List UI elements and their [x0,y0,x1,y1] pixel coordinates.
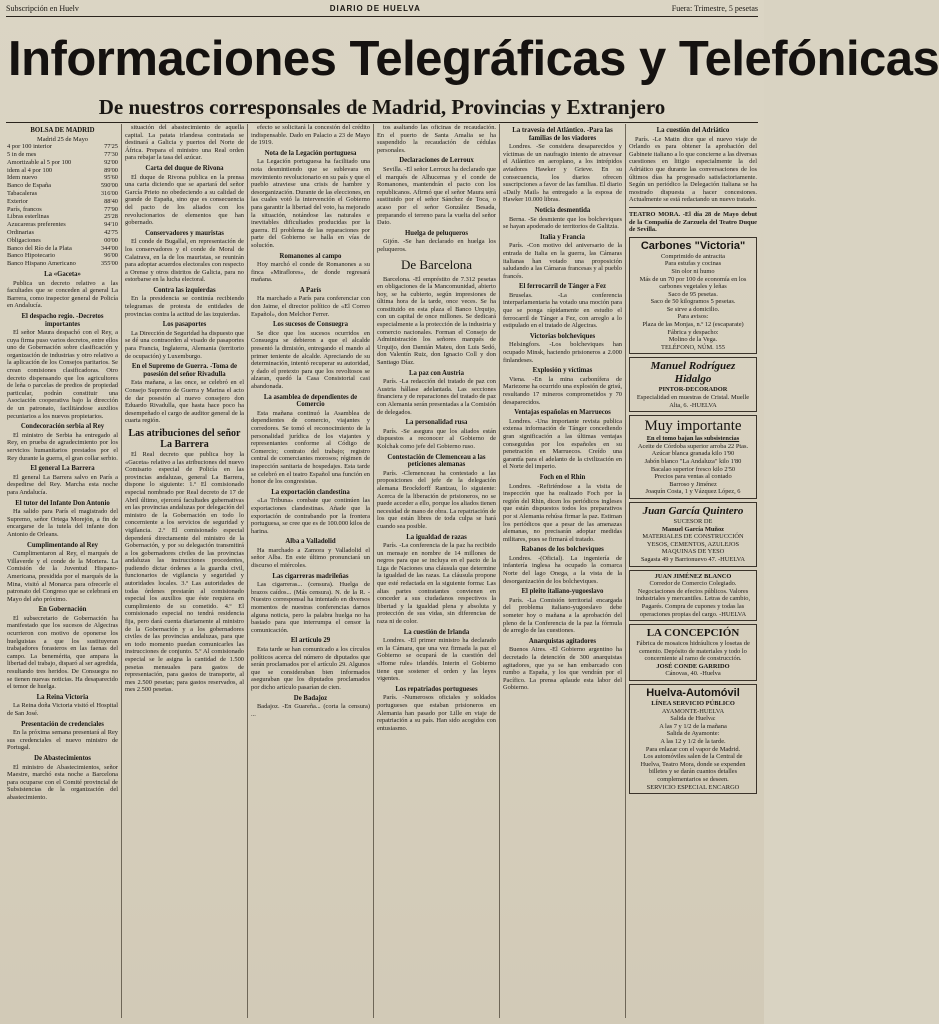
art29-text: Esta tarde se han comunicado a los círculos políticos acerca del número de diputados que serán proclamados por el artículo 29. Algunos que se consideraban bien informados aseguraban que los diputados proclamados por dicho artículo pasarían de cien. [251,646,370,691]
jjb-title: JUAN JIMÉNEZ BLANCO [654,572,732,580]
column-1 [4,124,122,1018]
gaceta-text: Publica un decreto relativo a las facultades que se conceden al general La Barrera, como inspector general de Policía en Andalucía. [7,279,118,310]
concepcion-title: LA CONCEPCIÓN [646,627,740,640]
clemenceau-title: Contestación de Clemenceau a las peticiones alemanas [387,453,486,469]
bolsa-date: Madrid 25 de Mayo [37,135,88,143]
bolsa-value: 96'00 [104,252,118,260]
barrera-text: El general La Barrera salvo en París a despedirse del Rey. Marcha esta noche para Andalucía. [7,473,118,496]
dem-text: Berna. -Se desmiente que los bolcheviques se hayan apoderado de territorios de Galitzia. [503,215,622,231]
bolsa-row [7,260,118,268]
asamblea-text: Esta mañana continuó la Asamblea de dependientes de comercio, viajantes y corredores. Se tomó el reconocimiento de la personalidad jurídica de los viajantes y representantes conforme al Código de Comercio; contrato del trabajo; registro central de comerciantes morosos; régimen de inspección sanitaria de hospedajes. Esta tarde se celebró en el teatro Español una función en honor de los congresistas. [251,409,370,486]
condecoracion-text: El ministro de Serbia ha entregado al Rey, en prueba de agradecimiento por los servicios humanitarios prestados por el Rey durante la guerra, el gran collar serbio. [7,431,118,462]
bolsa-row [7,151,118,159]
barcelona-text: Barcelona. -El empréstito de 7.312 pesetas en obligaciones de la Mancomunidad, abierto hoy, se ha cubierto, según impresiones de última hora de la tarde, once veces. Se ha constituido en esta plaza el Banco Urquijo, con un capital de once millones. Se dedicará especialmente a la protección de la industria y comercio nacionales. Forman el Consejo de Administración los señores marqués de Urquijo, don Damián Mateu, don Luis Sedó, don Valentín Ruiz, don Ignacio Coll y don Santiago Díaz. [377,275,496,367]
peluqueros-title: Huelga de peluqueros [405,229,468,237]
rodriguez-title: Manuel Rodríguez Hidalgo [650,360,736,386]
ad-jimenez [629,570,757,622]
importante-line: Precios para ventas al contado [654,473,732,481]
cigarreras-text: Las cigarreras... (censura). Huelga de brazos caídos... (Más censura). N. de la R. -Nuestro corresponsal ha intentado en diversos momentos de nuestras conferencias darnos alguna noticia, pero la palabra huelga no ha bastado para que interrumpa el censor la comunicación. [251,581,370,634]
carbones-line: Plaza de las Monjas, n.º 12 (escaparate) [642,321,744,329]
price-info: Fuera: Trimestre, 5 pesetas [671,3,758,13]
column-6 [626,124,760,1018]
legacion-text: La Legación portuguesa ha facilitado una nota desmintiendo que se sublevara en movimiento revolucionario en su país y que el pueblo atraviese una crisis de hambre y desorganización. Durante de las elecciones, en las cuales votó la intervención el Gobierno para garantir la libertad del voto, ha mejorado la situación, notándose las naturales e inevitables dificultades producidas por la guerra. El problema de las reparaciones por parte del Gobierno se halla en vías de solución. [251,158,370,249]
peluqueros-text: Gijón. -Se han declarado en huelga los peluqueros. [377,238,496,253]
concepcion-owner: JOSÉ CONDE GARRIDO [656,662,730,670]
export-title: La exportación clandestina [271,488,350,496]
bolsa-value: 77'30 [104,150,118,158]
carbones-line: Fábrica y despacho: [667,328,719,336]
anarq-text: Buenos Aires. -El Gobierno argentino ha decretado la detención de 300 anarquistas agitadores, que ya se han embarcado con rumbo a España, y los que vendrán por el Pacífico. La prensa aplaude esta labor del Gobierno. [503,646,622,692]
consuegra-title: Los sucesos de Consuegra [273,321,348,329]
personalidad-text: París. -Se asegura que los aliados están dispuestos a reconocer al Gobierno de Kolchak como jefe del Gobierno ruso. [377,427,496,450]
ad-garcia [629,502,757,567]
ad-automovil [629,684,757,794]
garcia-title: Juan García Quintero [642,504,744,517]
romanones-title: Romanones al campo [279,252,342,260]
ad-carbones [629,237,757,355]
rodriguez-text: Especialidad en muestras de Cristal. Muelle Alta, 6. -HUELVA [636,394,750,409]
export-text: «La Tribuna» combate que continúen las exportaciones clandestinas. Añade que la exportación de contrabando por la frontera portuguesa, se cree que es de 100.000 kilos de harina. [251,497,370,535]
bolsa-row [7,206,118,214]
asamblea-title: La asamblea de dependientes de Comercio [263,393,358,409]
header-bar [6,0,758,16]
italo-title: El pleito italiano-yugoeslavo [521,588,604,596]
bolsa-label: Idem nuevo [7,174,38,182]
bolsa-row [7,190,118,198]
bolsa-value: 89'00 [104,166,118,174]
importante-line: Bacalao superior fresco kilo 2'50 [650,465,736,473]
bolsa-label: Tabacaleras [7,189,38,197]
carbones-line: Más de un 70 por 100 de economía en los carbones vegetales y leñas [639,275,747,291]
repatr-text: París. -Numerosos oficiales y soldados portugueses que estaban prisioneros en Alemania han pasado por Lille en viaje de repatriación a su país. Han sido acogidos con entusiasmo. [377,694,496,732]
bolsa-row [7,229,118,237]
importante-line: Barroso y Jiménez [669,480,717,488]
bolsa-value: 00'00 [104,236,118,244]
auto-line: SERVICIO ESPECIAL ENCARGO [646,783,740,791]
credencial-text: En la próxima semana presentará al Rey sus credenciales el nuevo ministro de Portugal. [7,729,118,752]
auto-title: Huelva-Automóvil [646,687,740,700]
carbones-line: Molino de la Vega. [668,336,718,344]
importante-line: Azúcar blanca granada kilo 1'90 [651,450,735,458]
bolsa-row [7,221,118,229]
abast-title: De Abastecimientos [34,754,91,762]
bolsa-row [7,198,118,206]
izq-title: Contra las izquierdas [153,286,216,294]
condecoracion-title: Condecoración serbia al Rey [20,423,105,431]
guerra-title: En el Supremo de Guerra. -Toma de posesión del señor Rivadulla [131,363,238,378]
concepcion-text: Fábrica de mosaicos hidráulicos y losetas de cemento. Depósito de materiales y todo lo concerniente al ramo de construcción. [636,640,750,663]
repatr-title: Los repatriados portugueses [395,685,478,693]
garcia-line: Sagasta 49 y Barrionuevo 47. -HUELVA [640,555,745,563]
importante-line: Aceite de Córdoba superior arroba 22 Ptas. [637,442,749,450]
col2-intro: situación del abastecimiento de aquella capital. La patata irlandesa contratada se destinará a Galicia y puertos del Norte de África. Prepara el ministro una Real orden para rebajar la tasa del azúcar. [125,124,244,162]
atrib-text: El Real decreto que publica hoy la «Gaceta» relativo a las atribuciones del nuevo Comisario especial de Policía en las provincias andaluzas, general La Barrera, dispone lo siguiente: 1.º El comisionado especial nombrado por Real decreto de 17 de Abril último, ejercerá facultades gubernativas en las provincias andaluzas por delegación del ministro de la Gobernación en todo lo concerniente a los servicios de seguridad y vigilancia. 2.º El comisionado especial dependerá directamente del ministro de la Gobernación, y por su delegación transmitirá a los gobernadores civiles de las provincias andaluzas las instrucciones procedentes, pudiendo dictar órdenes a la guardia civil, funcionarios de vigilancia y seguridad y autoridades locales. 3.º Las autoridades de todas órdenes prestarán al comisionado especial los auxilios que éste requiera en cumplimiento de su cometido. 4.º El comisionado especial no tendrá residencia fija, pero dará cuenta diariamente al ministro de la Gobernación y a los gobernadores civiles de las provincias andaluzas, para que en todo momento puedan comunicarles las instrucciones de conjunto. 5.º Al comisionado especial se le asigna la cantidad de 1.500 pesetas mensuales para gastos de representación, para gastos de transporte, al mes 2.500 pesetas; para gastos reservados, al mes 2.500 pesetas. [125,450,244,694]
personalidad-title: La personalidad rusa [405,419,468,427]
bolsa-label: Banco de España [7,182,52,190]
conserv-text: El conde de Bugallal, en representación de los conservadores y el conde de Moral de Calatrava, en la de los mauristas, se reunirán para adoptar acuerdos electorales con respecto a Orense y otros distritos de Galicia, para no estorbarse en la lucha electoral. [125,238,244,284]
romanones-text: Hoy marchó el conde de Romanones a su finca «Miraflores», de donde regresará mañana. [251,261,370,284]
bolsa-label: Exterior [7,197,28,205]
col4-intro: tos asaltando las oficinas de recaudación. En el puerto de Santa Amalia se ha suspendido la recaudación de cédulas personales. [377,124,496,154]
bolsa-label: Azucareras preferentes [7,221,66,229]
rhin-text: Londres. -Refiriéndose a la visita de inspección que ha realizado Foch por la región del Rhin, dicen los periódicos ingleses que están dispuestos todos los preparativos por si Alemania rehúsa firmar la paz. Estiman los periódicos que a pesar de las amenazas alemanas, no precisarán adoptar medidas militares, pues se firmará el tratado. [503,482,622,543]
gaceta-title: La «Gaceta» [44,270,81,278]
importante-line: Joaquín Costa, 1 y Vázquez López, 6 [645,488,741,496]
tanger-text: Bruselas. -La conferencia interparlamentaria ha votado una moción para que se ponga rápidamente en estudio el ferrocarril de Tánger a Fez, con arreglo a lo estipulado en el tratado de Algeciras. [503,291,622,330]
carta-title: Carta del duque de Rivona [145,164,224,172]
bolsa-row [7,245,118,253]
reina-text: La Reina doña Victoria visitó el Hospital de San José. [7,702,118,717]
bolch-title: Victorias bolcheviques [529,332,596,340]
jjb-text: Corredor de Comercio Colegiado. Negociaciones de efectos públicos. Valores industriales y mercantiles. Letras de cambio, Pagarés. Compra de cupones y todas las operaciones propias del cargo. -HUELVA [635,580,751,618]
bolsa-label: 5 in de mes [7,150,37,158]
carbones-line: Sin olor ni humo [671,267,715,275]
consuegra-text: Se dice que los sucesos ocurridos en Consuegra se debieron a que el alcalde presentó la dimisión, entregando el mando al primer teniente de alcalde. Apreciando de su determinación, intentó recuperar su autoridad, y dado el pretexto para que los revoltosos se alzaran, quedó la Casa Consistorial casi abandonada. [251,329,370,390]
teatro-notice: TEATRO MORA. -El día 28 de Mayo debut de la Compañía de Zarzuela del Teatro Duque de Sevilla. [629,210,757,234]
column-4 [374,124,500,1018]
bolsa-label: 4 por 100 interior [7,143,52,151]
section-subhead: De nuestros corresponsales de Madrid, Provincias y Extranjero [98,95,666,119]
lerroux-text: Sevilla. -El señor Lerroux ha declarado que el marqués de Alhucemas y el conde de Romanones, mantendrán el pacto con los republicanos. Afirmó que el señor Maura será sustituido por el señor Sánchez de Toca, o acaso por el señor González Besada, preparando el terreno para la vuelta del señor Dato. [377,165,496,227]
guerra-text: Esta mañana, a las once, se celebró en el Consejo Supremo de Guerra y Marina el acto de dar posesión al nuevo consejero don Eduardo Rivadulla, que hasta hace poco ha desempeñado el cargo de auditor general de la cuarta región. [125,379,244,425]
art29-title: El artículo 29 [290,637,331,645]
irlanda-text: Londres. -El primer ministro ha declarado en la Cámara, que una vez firmada la paz el Gobierno se ocupará de la cuestión del «Home rule» irlandés. Interin el Gobierno tiene que sostener el orden y las leyes vigentes. [377,637,496,683]
auto-lines [633,708,753,792]
column-3 [248,124,374,1018]
auto-line: Para enlazar con el vapor de Madrid. [645,745,741,753]
header-rule [6,16,758,17]
bolsa-row [7,143,118,151]
bolsa-value: 25'28 [104,213,118,221]
auto-line: A las 7 y 1/2 de la mañana [659,722,727,730]
bolsa-row [7,237,118,245]
rodriguez-sub: PINTOR-DECORADOR [658,386,728,394]
credencial-title: Presentación de credenciales [21,720,104,728]
bolsa-row [7,213,118,221]
carbones-lines [633,253,753,352]
subhead-rule [6,122,758,123]
bolsa-value: 316'00 [100,189,118,197]
col3-intro: efecto se solicitará la concesión del crédito indispensable. Dado en Palacio a 23 de Mayo de 1919. [251,124,370,147]
atl-text: Londres. -Se considera desaparecidos y víctimas de un naufragio intento de atravesar el Atlántico en aeroplano, a los intrépidos aviadores Hawker y Grieve. En su consecuencia, los diarios ofrecen suscripciones a favor de las familias. El diario «Daily Mail» ha entregado a la esposa de Hawker 10.000 libras. [503,143,622,204]
importante-lines [633,443,753,496]
explosion-text: Viena. -En la mina carbonífera de Mariezene ha ocurrido una explosión de grisú, resultando 17 mineros comprometidos y 70 desaparecidos. [503,375,622,406]
bolsa-value: 344'00 [100,244,118,252]
bolsa-title: BOLSA DE MADRID [30,127,95,134]
legacion-title: Nota de la Legación portuguesa [264,149,357,157]
carta-text: El duque de Rivona publica en la prensa una carta diciendo que se apartará del señor García Prieto no obedeciendo a su calidad de grande de España, sino que es consecuencia del pacto de los aliados con los revolucionarios de elementos que han gobernado. [125,173,244,227]
newspaper-name: DIARIO DE HUELVA [329,3,421,13]
bolsa-value: 77'25 [104,143,118,151]
reina-title: La Reina Victoria [36,693,89,701]
bolsa-label: Libras esterlinas [7,213,50,221]
bolsa-row [7,182,118,190]
rabanos-title: Rabanos de los bolcheviques [521,546,604,554]
pasap-text: La Dirección de Seguridad ha dispuesto que se dé una contraorden al visado de pasaportes para Francia, Inglaterra, Alemania (territorio de ocupación) y Luxemburgo. [125,329,244,360]
explosion-title: Explosión y víctimas [532,367,593,375]
gobern-text: El subsecretario de Gobernación ha manifestado que los sucesos de Algeciras ocurrieron con motivo de oponerse los huelguistas a que los sustituyeran trabajadores forasteros en las faenas del campo. La benemérita, que ampara la libertad del trabajo, disparó al ser agredida, resultando tres heridos. De Consuegra no se tienen nuevas noticias. Ha desaparecido el temor de huelga. [7,614,118,691]
bolsa-value: 92'00 [104,158,118,166]
importante-line: Jabón blanco "La Andaluza" kilo 1'80 [644,458,742,465]
irlanda-title: La cuestión de Irlanda [403,628,470,636]
barcelona-title: De Barcelona [400,256,473,272]
garcia-line: MATERIALES DE CONSTRUCCIÓN [642,533,744,541]
dem-title: Noticia desmentida [534,206,591,214]
clemenceau-text: París. -Clemenceau ha contestado a las proposiciones del jefe de la delegación alemana Brockdorff Rantzau, lo siguiente: Acerca de la liberación de prisioneros, no se puede acceder a ello, porque los aliados tienen necesidad de mano de obra. La repatriación de los que están libres de toda culpa se hará cuando sea posible. [377,469,496,530]
importante-title: Muy importante [644,418,742,435]
bolsa-label: Obligaciones [7,236,41,244]
bolsa-row [7,252,118,260]
tanger-title: El ferrocarril de Tánger a Fez [518,283,606,291]
despacho-title: El despacho regio. -Decretos importantes [21,312,104,328]
auto-line: AYAMONTE-HUELVA [661,707,725,715]
garcia-name: Manuel García Muñoz [661,525,724,533]
divider [629,207,757,208]
barrera-title: El general La Barrera [30,465,95,473]
bolsa-value: 94'10 [104,221,118,229]
cumpl-text: Cumplimentaron al Rey, el marqués de Villaverde y el conde de la Mortera. La Comisión de la Juventud Hispano-Americana, presidida por el marqués de la Mina, visitó al Monarca para ofrecerle el patronato del Congreso que se celebrará en Mayo del año próximo. [7,550,118,603]
ital-text: París. -Con motivo del aniversario de la entrada de Italia en la guerra, las Cámaras italianas han votado una proposición saludando a las Cámaras francesas y al pueblo francés. [503,242,622,280]
garcia-line: MAQUINAS DE YESO [661,548,725,556]
garcia-line: YESOS, CEMENTOS, AZULEJOS [646,540,740,548]
despacho-text: El señor Maura despachó con el Rey, a cuya firma puso varios decretos, entre ellos uno de Gobernación sobre clasificación y organización de industrias y otro relativo a la aplicación de los Consejos paritarios. Se crean comisiones clasificadoras. Otro decreto dispensando que los agricultores de leña o parcelas de predios de propiedad particular, podrán constituir una Asociación cooperativa bajo la dirección de un patronato, facilitándose auxilios pecuniarios a los nuevos propietarios. [7,329,118,420]
adri-text: París. -Le Matin dice que el nuevo viaje de Orlando es para obtener la aprobación del Gabinete italiano a lo que concierne a las diversas cuestiones en litigio especialmente la del Adriático que durante las conversaciones de los últimos días ha progresado satisfactoriamente. Según un periódico la Delegación italiana se ha mostrado dispuesta a hacer concesiones. Actualmente se está redactando un nuevo tratado. [629,135,757,204]
ital-title: Italia y Francia [540,233,585,241]
importante-sub: En el tomo bajan las subsistencias [646,435,740,443]
carbones-line: TELÉFONO, NÚM. 155 [661,343,725,351]
garcia-lines [633,533,753,563]
gobern-title: En Gobernación [38,606,87,614]
auto-line: A las 12 y 1/2 de la tarde. [660,738,726,746]
carbones-line: Para estufas y cocinas [664,260,722,268]
paris-text: Ha marchado a París para conferenciar con don Jaime, el director político de «El Correo Español», don Melchor Ferrer. [251,295,370,318]
bolsa-value: 77'90 [104,205,118,213]
bolsa-value: 355'00 [100,260,118,268]
izq-text: En la presidencia se continúa recibiendo telegramas de protesta de entidades de provincias contra la actitud de las izquierdas. [125,295,244,318]
bolsa-table [7,143,118,268]
lerroux-title: Declaraciones de Lerroux [399,157,474,165]
masthead-title: Informaciones Telegráficas y Telefónicas [8,32,939,86]
anarq-title: Anarquistas agitadores [528,637,597,645]
auto-line: Salida de Ayamonte: [666,730,720,738]
carbones-line: Para avisos: [677,313,709,321]
carbones-line: Saco de 50 kilogramos 5 pesetas. [650,298,736,306]
bolch-text: Helsingfors. -Los bolcheviques han ocupado Minsk, haciendo prisioneros a 2.000 finlandeses. [503,341,622,364]
rabanos-text: Londres. -(Oficial). La ingeniería de infantería inglesa ha ocupado la comarca Norte del lago Onega, a la vista de la desorganización de los bolcheviques. [503,554,622,585]
badajoz-text: Badajoz. -En Guareña... (corta la censura) ... [251,703,370,718]
auto-line: Salida de Huelva: [670,715,716,723]
ad-rodriguez [629,357,757,412]
concepcion-addr: Cánovas, 40. -Huelva [665,670,721,678]
column-5 [500,124,626,1018]
bolsa-value: 590'00 [100,182,118,190]
marruecos-title: Ventajas españolas en Marruecos [514,409,611,417]
austria-title: La paz con Austria [409,369,464,377]
bolsa-row [7,174,118,182]
alba-text: Ha marchado a Zamora y Valladolid el señor Alba. En este último pronunciará un discurso el miércoles. [251,546,370,570]
bolsa-label: París, francos [7,205,42,213]
bolsa-value: 42'75 [104,228,118,236]
bolsa-label: Banco Hipotecario [7,252,56,260]
carbones-title: Carbones "Victoria" [640,239,746,252]
auto-sub: LÍNEA SERVICIO PÚBLICO [651,700,735,708]
paris-title: A París [299,286,322,294]
bolsa-label: Ordinarias [7,228,34,236]
rhin-title: Foch en el Rhin [539,473,586,481]
atl-title: La travesía del Atlántico. -Para las familias de los viadores [512,127,613,142]
badajoz-title: De Badajoz [293,694,328,702]
garcia-sub: SUCESOR DE [673,517,713,525]
adri-title: La cuestión del Adriático [656,127,730,134]
auto-line: Los automóviles salen de la Central de Huelva, Teatro Mora, donde se expenden billetes y se darán cuantos detalles complementarios se deseen. [640,753,746,783]
bolsa-label: idem al 4 por 100 [7,166,53,174]
marruecos-text: Londres. -Una importante revista publica extensa información de Tánger concediendo gran significación a las últimas ventajas conseguidas por los españoles en su penetración en Marruecos. Creído una garantía para el adelanto de la civilización en el Norte del imperio. [503,417,622,471]
bolsa-label: Banco Hispano Americano [7,260,76,268]
alba-title: Alba a Valladolid [285,538,336,546]
cigarreras-title: Las cigarreras madrileñas [272,572,349,580]
subscription-info: Subscripción en Huelv [6,3,79,13]
ad-importante [629,415,757,499]
tutor-text: Ha salido para París el magistrado del Supremo, señor Ortega Morejón, a fin de encargarse de la tutela del infante don Antonio de Orleans. [7,508,118,538]
columns [4,124,760,1018]
carbones-line: Comprimido de antracita [661,252,725,260]
austria-text: París. -La redacción del tratado de paz con Austria hállase adelantada. Las secciones financiera y de reparaciones del tratado de paz con Alemania serán presentadas a la Comisión de delegados. [377,378,496,416]
abast-text: El ministro de Abastecimientos, señor Maestre, marchó esta noche a Barcelona para ocuparse con el Comité provincial de Subsistencias de la organización del abastecimiento. [7,763,118,801]
bolsa-row [7,167,118,175]
bolsa-value: 95'60 [104,174,118,182]
carbones-line: Se sirve a domicilio. [666,305,720,313]
razas-title: La igualdad de razas [406,533,467,541]
italo-text: París. -La Comisión territorial encargada del problema italiano-yugoeslavo debe someter hoy o mañana a la aprobación del pleno de la Conferencia de la paz la fórmula de arreglo de las cuestiones. [503,596,622,635]
bolsa-row [7,159,118,167]
bolsa-label: Amortizable al 5 por 100 [7,158,72,166]
conserv-title: Conservadores y mauristas [145,229,224,237]
razas-text: París. -La conferencia de la paz ha recibido un mensaje en nombre de 14 millones de negros para que se incluya en el pacto de la Liga de Naciones una cláusula que determine la igualdad de las razas. La cláusula propone que esté redactada en la siguiente forma: Las altas partes contratantes convienen en conceder a sus ciudadanos respectivos la libertad y la igualdad plena y absoluta y protección de sus vidas, sin diferencias de raza ni de color. [377,542,496,626]
cumpl-title: Cumplimentando al Rey [27,541,98,549]
ad-concepcion [629,624,757,681]
tutor-title: El tutor del Infante Don Antonio [15,499,110,507]
pasap-title: Los pasaportes [162,321,207,329]
bolsa-value: 88'40 [104,197,118,205]
carbones-line: Saco de 95 pesetas. [668,290,718,298]
bolsa-label: Banco del Río de la Plata [7,244,72,252]
column-2 [122,124,248,1018]
atrib-title: Las atribuciones del señor La Barrera [128,427,241,450]
